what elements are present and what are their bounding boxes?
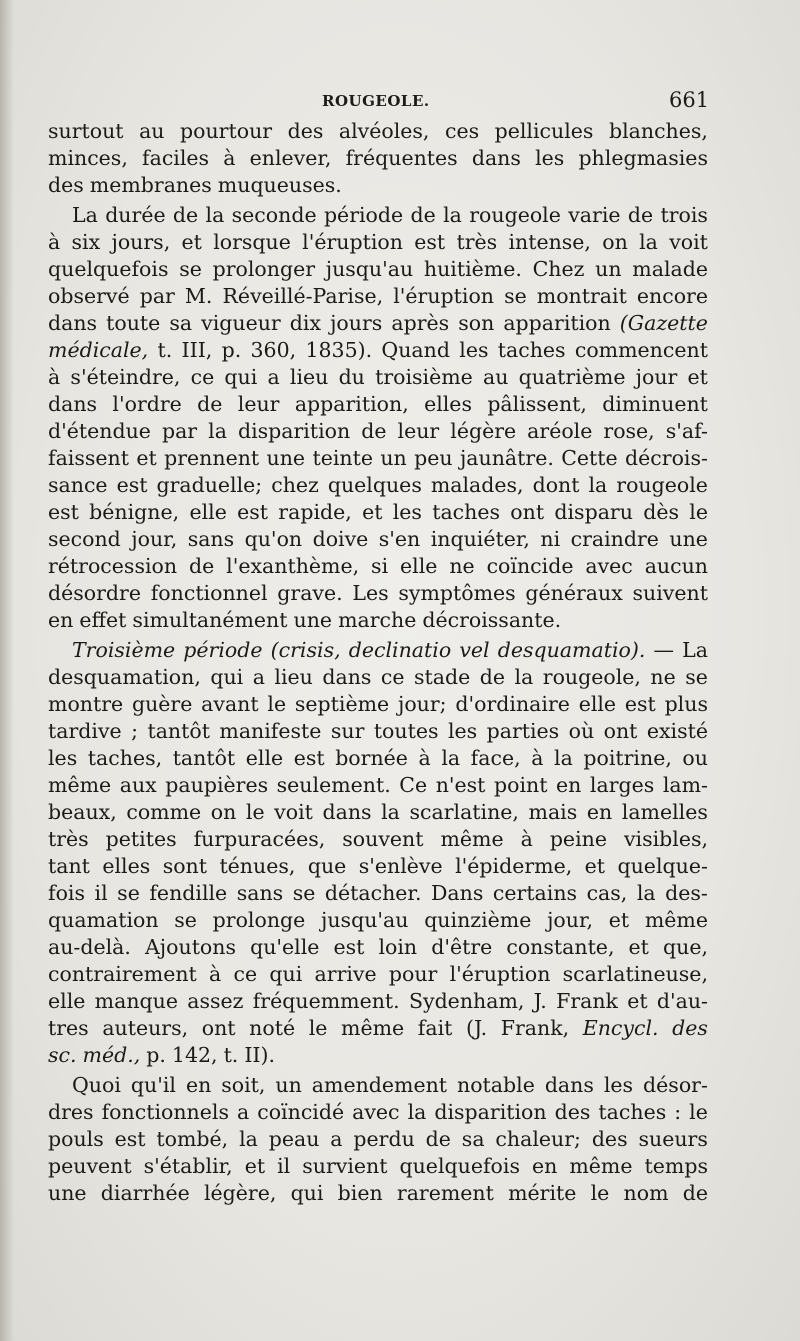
text-line: sance est graduelle; chez quelques malades, dont la rougeole — [48, 473, 708, 497]
text-line: minces, faciles à enlever, fréquentes dans les phlegmasies — [48, 146, 708, 170]
text-line: montre guère avant le septième jour; d'ordinaire elle est plus — [48, 692, 708, 716]
text-line: fois il se fendille sans se détacher. Dans certains cas, la des- — [48, 881, 708, 905]
page-gutter-shadow — [0, 0, 14, 1341]
text-line: même aux paupières seulement. Ce n'est point en larges lam- — [48, 773, 708, 797]
text-line: peuvent s'établir, et il survient quelquefois en même temps — [48, 1154, 708, 1178]
body-text — [48, 118, 708, 1207]
page-number: 661 — [669, 88, 710, 112]
text-line: est bénigne, elle est rapide, et les taches ont disparu dès le — [48, 500, 708, 524]
text-line: observé par M. Réveillé-Parise, l'éruption se montrait encore — [48, 284, 708, 308]
text-line: sc. méd., p. 142, t. II). — [48, 1043, 276, 1067]
text-line: tardive ; tantôt manifeste sur toutes les parties où ont existé — [48, 719, 708, 743]
text-line: désordre fonctionnel grave. Les symptômes généraux suivent — [48, 581, 708, 605]
text-line: dans toute sa vigueur dix jours après son apparition (Gazette — [48, 311, 708, 335]
text-line: pouls est tombé, la peau a perdu de sa chaleur; des sueurs — [48, 1127, 708, 1151]
text-line: Troisième période (crisis, declinatio vel desquamatio). — La — [72, 638, 708, 662]
text-line: contrairement à ce qui arrive pour l'éruption scarlatineuse, — [48, 962, 708, 986]
text-line: à six jours, et lorsque l'éruption est très intense, on la voit — [48, 230, 708, 254]
page-header — [0, 86, 800, 114]
text-line: des membranes muqueuses. — [48, 173, 342, 197]
text-line: d'étendue par la disparition de leur légère aréole rose, s'af- — [48, 419, 708, 443]
text-line: second jour, sans qu'on doive s'en inquiéter, ni craindre une — [48, 527, 708, 551]
text-line: faissent et prennent une teinte un peu jaunâtre. Cette décrois- — [48, 446, 708, 470]
text-line: quamation se prolonge jusqu'au quinzième jour, et même — [48, 908, 708, 932]
text-line: Quoi qu'il en soit, un amendement notable dans les désor- — [72, 1073, 708, 1097]
text-line: elle manque assez fréquemment. Sydenham, J. Frank et d'au- — [48, 989, 708, 1013]
text-line: dres fonctionnels a coïncidé avec la disparition des taches : le — [48, 1100, 708, 1124]
text-line: La durée de la seconde période de la rougeole varie de trois — [72, 203, 708, 227]
running-title: ROUGEOLE. — [322, 92, 430, 110]
text-line: en effet simultanément une marche décroissante. — [48, 608, 562, 632]
text-line: tres auteurs, ont noté le même fait (J. Frank, Encycl. des — [48, 1016, 708, 1040]
text-line: rétrocession de l'exanthème, si elle ne coïncide avec aucun — [48, 554, 708, 578]
text-line: surtout au pourtour des alvéoles, ces pellicules blanches, — [48, 119, 708, 143]
text-line: beaux, comme on le voit dans la scarlatine, mais en lamelles — [48, 800, 708, 824]
text-line: dans l'ordre de leur apparition, elles pâlissent, diminuent — [48, 392, 708, 416]
text-line: desquamation, qui a lieu dans ce stade de la rougeole, ne se — [48, 665, 708, 689]
text-line: à s'éteindre, ce qui a lieu du troisième au quatrième jour et — [48, 365, 708, 389]
text-line: les taches, tantôt elle est bornée à la face, à la poitrine, ou — [48, 746, 708, 770]
text-line: au-delà. Ajoutons qu'elle est loin d'être constante, et que, — [48, 935, 708, 959]
text-line: tant elles sont ténues, que s'enlève l'épiderme, et quelque- — [48, 854, 708, 878]
text-line: quelquefois se prolonger jusqu'au huitième. Chez un malade — [48, 257, 708, 281]
text-line: médicale, t. III, p. 360, 1835). Quand les taches commencent — [48, 338, 708, 362]
text-line: très petites furpuracées, souvent même à peine visibles, — [48, 827, 708, 851]
text-line: une diarrhée légère, qui bien rarement mérite le nom de — [48, 1181, 708, 1205]
